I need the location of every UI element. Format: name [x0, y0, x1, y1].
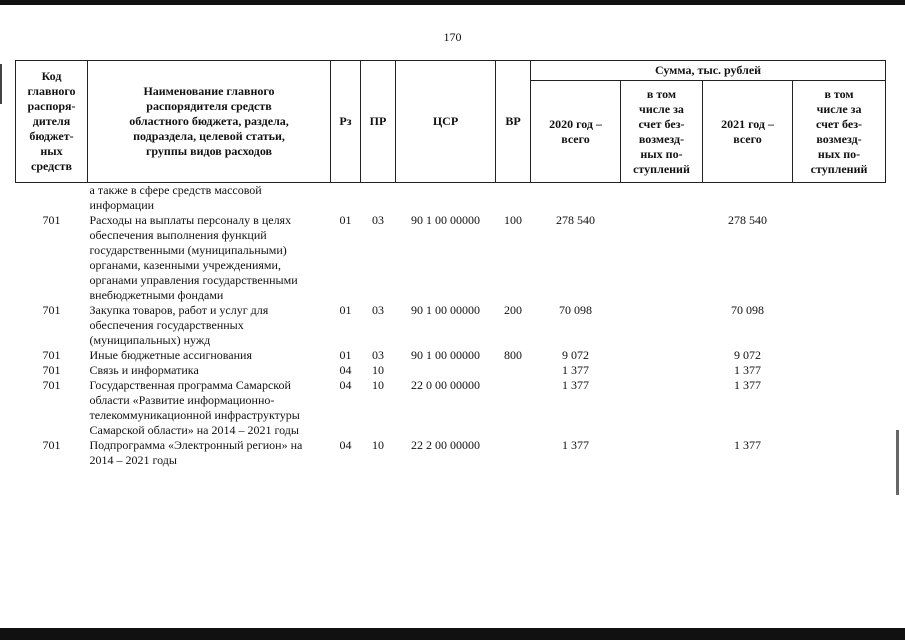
row-2021-total	[703, 183, 793, 214]
bottom-border	[0, 628, 905, 640]
row-name: Расходы на выплаты персоналу в целях обеспечения выполнения функций государственными (муниципальными) органами, казенными учреждениями, органами управления государственными внебюджетными фондами	[89, 213, 298, 302]
row-csr	[396, 183, 496, 214]
row-rz: 01	[339, 348, 352, 362]
row-name: а также в сфере средств массовой информации	[89, 183, 262, 212]
table-row	[16, 378, 886, 438]
header-rz: Рз	[331, 61, 361, 183]
row-pr: 10	[372, 363, 384, 377]
header-sum: Сумма, тыс. рублей	[531, 61, 886, 81]
row-pr: 10	[372, 378, 384, 392]
table-row	[16, 183, 886, 214]
scan-edge-mark	[896, 430, 899, 495]
table-header	[16, 61, 886, 183]
row-2021-grants	[793, 213, 886, 303]
table-row	[16, 438, 886, 468]
row-2020-grants	[621, 183, 703, 214]
row-2020-grants	[621, 438, 703, 468]
row-code: 701	[42, 438, 61, 452]
table-row	[16, 213, 886, 303]
row-vr: 800	[504, 348, 522, 362]
row-code: 701	[42, 213, 61, 227]
row-2021-total: 9 072	[734, 348, 761, 362]
row-rz	[331, 183, 361, 214]
header-2020-grants: в том числе за счет без- возмезд- ных по- ступлений	[621, 81, 703, 183]
row-2020-grants	[621, 348, 703, 363]
row-csr: 90 1 00 00000	[411, 303, 480, 317]
header-vr: ВР	[496, 61, 531, 183]
header-2021-total: 2021 год – всего	[703, 81, 793, 183]
row-2020-total: 1 377	[562, 438, 589, 452]
row-rz: 04	[339, 438, 352, 452]
row-2021-total: 1 377	[734, 438, 761, 452]
table-row	[16, 348, 886, 363]
row-code: 701	[42, 303, 61, 317]
row-2020-total: 278 540	[556, 213, 595, 227]
row-2020-total: 70 098	[559, 303, 592, 317]
row-vr	[496, 183, 531, 214]
row-name: Закупка товаров, работ и услуг для обеспечения государственных (муниципальных) нужд	[89, 303, 269, 347]
row-2020-grants	[621, 378, 703, 438]
row-2021-grants	[793, 303, 886, 348]
header-2020-total: 2020 год – всего	[531, 81, 621, 183]
row-vr: 100	[504, 213, 522, 227]
header-code: Код главного распоря- дителя бюджет- ных средств	[16, 61, 88, 183]
row-code: 701	[42, 363, 61, 377]
row-2020-total: 1 377	[562, 363, 589, 377]
row-name: Иные бюджетные ассигнования	[89, 348, 252, 362]
row-2021-total: 70 098	[731, 303, 764, 317]
row-name: Связь и информатика	[89, 363, 199, 377]
row-csr: 90 1 00 00000	[411, 213, 480, 227]
row-2021-grants	[793, 363, 886, 378]
header-name: Наименование главного распорядителя средств областного бюджета, раздела, подраздела, целевой статьи, группы видов расходов	[88, 61, 331, 183]
row-csr: 90 1 00 00000	[411, 348, 480, 362]
table-row	[16, 303, 886, 348]
row-rz: 04	[339, 378, 352, 392]
row-rz: 01	[339, 213, 352, 227]
row-code: 701	[42, 348, 61, 362]
row-rz: 01	[339, 303, 352, 317]
page-number: 170	[443, 30, 462, 44]
table-body	[16, 183, 886, 469]
row-vr	[496, 438, 531, 468]
row-vr	[496, 363, 531, 378]
row-2021-total: 1 377	[734, 363, 761, 377]
budget-table	[15, 60, 886, 468]
row-2021-grants	[793, 378, 886, 438]
row-pr: 03	[372, 303, 384, 317]
row-2021-total: 1 377	[734, 378, 761, 392]
row-pr: 10	[372, 438, 384, 452]
row-2021-total: 278 540	[728, 213, 767, 227]
header-2021-grants: в том числе за счет без- возмезд- ных по- ступлений	[793, 81, 886, 183]
top-border	[0, 0, 905, 5]
scan-edge-mark	[0, 64, 2, 104]
row-2020-grants	[621, 213, 703, 303]
row-2021-grants	[793, 183, 886, 214]
row-name: Подпрограмма «Электронный регион» на 2014 – 2021 годы	[89, 438, 303, 467]
row-2020-grants	[621, 303, 703, 348]
row-code	[16, 183, 88, 214]
row-csr: 22 0 00 00000	[411, 378, 480, 392]
header-pr: ПР	[361, 61, 396, 183]
row-rz: 04	[339, 363, 352, 377]
row-2021-grants	[793, 348, 886, 363]
row-vr	[496, 378, 531, 438]
row-csr: 22 2 00 00000	[411, 438, 480, 452]
table-row	[16, 363, 886, 378]
row-code: 701	[42, 378, 61, 392]
row-pr: 03	[372, 213, 384, 227]
row-2020-total	[531, 183, 621, 214]
row-2020-total: 9 072	[562, 348, 589, 362]
row-pr: 03	[372, 348, 384, 362]
row-2021-grants	[793, 438, 886, 468]
row-pr	[361, 183, 396, 214]
row-csr	[396, 363, 496, 378]
row-vr: 200	[504, 303, 522, 317]
row-name: Государственная программа Самарской области «Развитие информационно-телекоммуникационной инфраструктуры Самарской области» на 2014 – 2021 годы	[89, 378, 300, 437]
row-2020-grants	[621, 363, 703, 378]
header-csr: ЦСР	[396, 61, 496, 183]
row-2020-total: 1 377	[562, 378, 589, 392]
